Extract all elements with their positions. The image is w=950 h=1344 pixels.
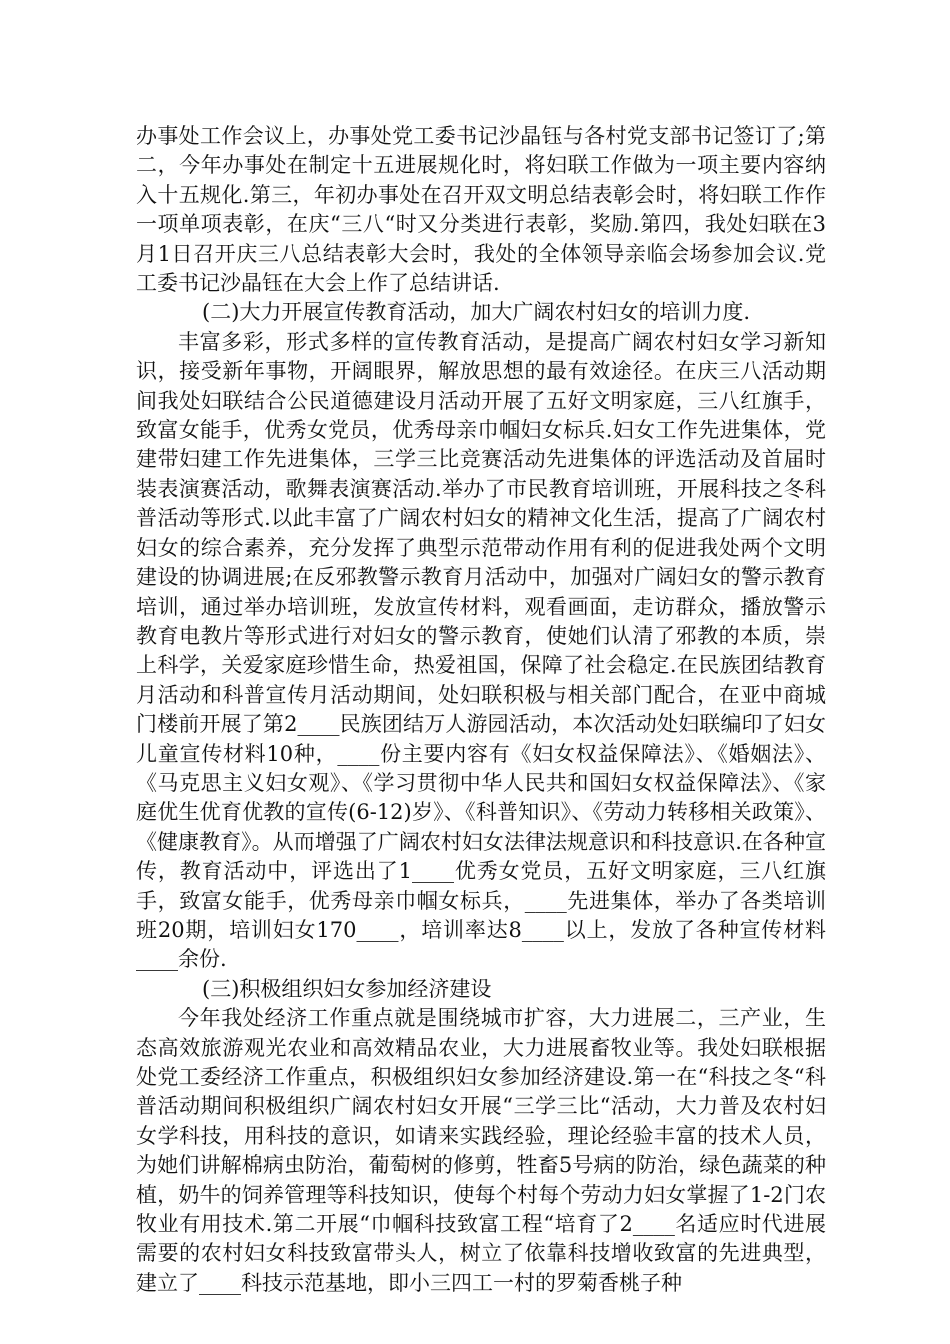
paragraph-propaganda-activities: 丰富多彩，形式多样的宣传教育活动，是提高广阔农村妇女学习新知识，接受新年事物，开阔眼界，解放思想的最有效途径。在庆三八活动期间我处妇联结合公民道德建设月活动开展了五好文明家庭，三八红旗手，致富女能手，优秀女党员，优秀母亲巾帼妇女标兵.妇女工作先进集体，党建带妇建工作先进集体，三学三比竞赛活动先进集体的评选活动及首届时装表演赛活动，歌舞表演赛活动.举办了市民教育培训班，开展科技之冬科普活动等形式.以此丰富了广阔农村妇女的精神文化生活，提高了广阔农村妇女的综合素养，充分发挥了典型示范带动作用有利的促进我处两个文明建设的协调进展;在反邪教警示教育月活动中，加强对广阔妇女的警示教育培训，通过举办培训班，发放宣传材料，观看画面，走访群众，播放警示教育电教片等形式进行对妇女的警示教育，使她们认清了邪教的本质，崇上科学，关爱家庭珍惜生命，热爱祖国，保障了社会稳定.在民族团结教育月活动和科普宣传月活动期间，处妇联积极与相关部门配合，在亚中商城门楼前开展了第2____民族团结万人游园活动，本次活动处妇联编印了妇女儿童宣传材料10种，____份主要内容有《妇女权益保障法》、《婚姻法》、《马克思主义妇女观》、《学习贯彻中华人民共和国妇女权益保障法》、《家庭优生优育优教的宣传(6-12)岁》、《科普知识》、《劳动力转移相关政策》、《健康教育》。从而增强了广阔农村妇女法律法规意识和科技意识.在各种宣传，教育活动中，评选出了1____优秀女党员，五好文明家庭，三八红旗手，致富女能手，优秀母亲巾帼女标兵，____先进集体，举办了各类培训班20期，培训妇女170____，培训率达8____以上，发放了各种宣传材料____余份. <box>136 329 826 972</box>
section-heading-economic-construction: (三)积极组织妇女参加经济建设 <box>202 976 492 1001</box>
document-body <box>136 122 826 1298</box>
paragraph-work-meeting: 办事处工作会议上，办事处党工委书记沙晶钰与各村党支部书记签订了;第二，今年办事处在制定十五进展规化时，将妇联工作做为一项主要内容纳入十五规化.第三，年初办事处在召开双文明总结表彰会时，将妇联工作作一项单项表彰，在庆“三八“时又分类进行表彰，奖励.第四，我处妇联在3月1日召开庆三八总结表彰大会时，我处的全体领导亲临会场参加会议.党工委书记沙晶钰在大会上作了总结讲话. <box>136 124 826 296</box>
paragraph-economic-work: 今年我处经济工作重点就是围绕城市扩容，大力进展二，三产业，生态高效旅游观光农业和高效精品农业，大力进展畜牧业等。我处妇联根据处党工委经济工作重点，积极组织妇女参加经济建设.第一在“科技之冬“科普活动期间积极组织广阔农村妇女开展“三学三比“活动，大力普及农村妇女学科技，用科技的意识，如请来实践经验，理论经验丰富的技术人员，为她们讲解棉病虫防治，葡萄树的修剪，牲畜5号病的防治，绿色蔬菜的种植，奶牛的饲养管理等科技知识，使每个村每个劳动力妇女掌握了1-2门农牧业有用技术.第二开展“巾帼科技致富工程“培育了2____名适应时代进展需要的农村妇女科技致富带头人，树立了依靠科技增收致富的先进典型，建立了____科技示范基地，即小三四工一村的罗菊香桃子种 <box>136 1006 826 1295</box>
section-heading-propaganda-education: (二)大力开展宣传教育活动，加大广阔农村妇女的培训力度. <box>202 300 751 325</box>
